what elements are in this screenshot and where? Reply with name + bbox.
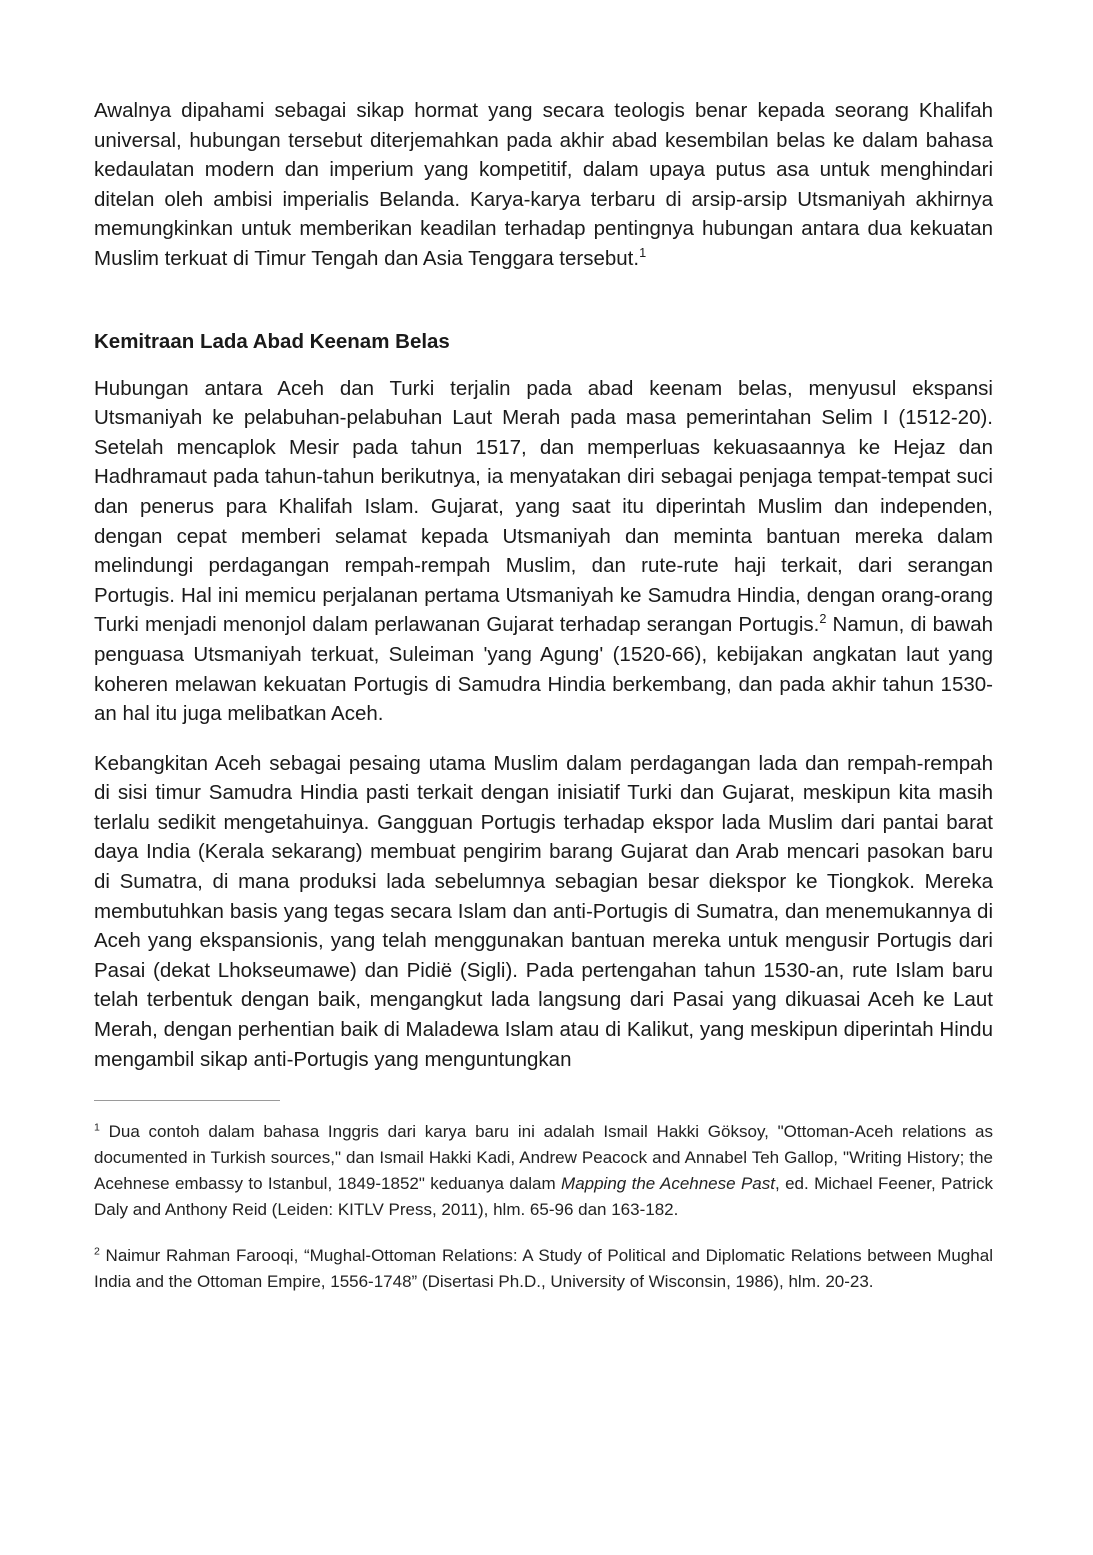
footnote-2-number: 2 bbox=[94, 1245, 100, 1258]
footnote-divider bbox=[94, 1100, 280, 1101]
body-paragraph-3 bbox=[94, 749, 993, 1075]
paragraph-2-text-before: Hubungan antara Aceh dan Turki terjalin pada abad keenam belas, menyusul ekspansi Utsmaniyah ke pelabuhan-pelabuhan Laut Merah pada masa pemerintahan Selim I (1512-20). Setelah mencaplok Mesir pada tahun 1517, dan memperluas kekuasaannya ke Hejaz dan Hadhramaut pada tahun-tahun berikutnya, ia menyatakan diri sebagai penjaga tempat-tempat suci dan penerus para Khalifah Islam. Gujarat, yang saat itu diperintah Muslim dan independen, dengan cepat memberi selamat kepada Utsmaniyah dan meminta bantuan mereka dalam melindungi perdagangan rempah-rempah Muslim, dan rute-rute haji terkait, dari serangan Portugis. Hal ini memicu perjalanan pertama Utsmaniyah ke Samudra Hindia, dengan orang-orang Turki menjadi menonjol dalam perlawanan Gujarat terhadap serangan Portugis. bbox=[94, 376, 993, 637]
body-paragraph-2 bbox=[94, 374, 993, 729]
footnote-reference-1[interactable]: 1 bbox=[639, 245, 647, 261]
paragraph-1-text: Awalnya dipahami sebagai sikap hormat yang secara teologis benar kepada seorang Khalifah universal, hubungan tersebut diterjemahkan pada akhir abad kesembilan belas ke dalam bahasa kedaulatan modern dan imperium yang kompetitif, dalam upaya putus asa untuk menghindari ditelan oleh ambisi imperialis Belanda. Karya-karya terbaru di arsip-arsip Utsmaniyah akhirnya memungkinkan untuk memberikan keadilan terhadap pentingnya hubungan antara dua kekuatan Muslim terkuat di Timur Tengah dan Asia Tenggara tersebut. bbox=[94, 99, 993, 270]
paragraph-2-text-after: Namun, di bawah penguasa Utsmaniyah terkuat, Suleiman 'yang Agung' (1520-66), kebijakan angkatan laut yang koheren melawan kekuatan Portugis di Samudra Hindia berkembang, dan pada akhir tahun 1530-an hal itu juga melibatkan Aceh. bbox=[94, 613, 993, 726]
section-heading: Kemitraan Lada Abad Keenam Belas bbox=[94, 329, 450, 353]
footnote-1-text-before: Dua contoh dalam bahasa Inggris dari karya baru ini adalah Ismail Hakki Göksoy, "Ottoman-Aceh relations as documented in Turkish sources," dan Ismail Hakki Kadi, Andrew Peacock and Annabel Teh Gallop, "Writing History; the Acehnese embassy to Istanbul, 1849-1852" keduanya dalam bbox=[94, 1122, 993, 1194]
footnote-1-text-after: , ed. Michael Feener, Patrick Daly and Anthony Reid (Leiden: KITLV Press, 2011), hlm. 65-96 dan 163-182. bbox=[94, 1174, 993, 1220]
footnote-1-book-title: Mapping the Acehnese Past bbox=[561, 1174, 775, 1194]
footnote-1 bbox=[94, 1119, 993, 1223]
footnote-1-number: 1 bbox=[94, 1121, 100, 1134]
body-paragraph-1 bbox=[94, 96, 993, 274]
paragraph-3-text: Kebangkitan Aceh sebagai pesaing utama Muslim dalam perdagangan lada dan rempah-rempah di sisi timur Samudra Hindia pasti terkait dengan inisiatif Turki dan Gujarat, meskipun kita masih terlalu sedikit mengetahuinya. Gangguan Portugis terhadap ekspor lada Muslim dari pantai barat daya India (Kerala sekarang) membuat pengirim barang Gujarat dan Arab mencari pasokan baru di Sumatra, di mana produksi lada sebelumnya sebagian besar diekspor ke Tiongkok. Mereka membutuhkan basis yang tegas secara Islam dan anti-Portugis di Sumatra, dan menemukannya di Aceh yang ekspansionis, yang telah menggunakan bantuan mereka untuk mengusir Portugis dari Pasai (dekat Lhokseumawe) dan Pidiё (Sigli). Pada pertengahan tahun 1530-an, rute Islam baru telah terbentuk dengan baik, mengangkut lada langsung dari Pasai yang dikuasai Aceh ke Laut Merah, dengan perhentian baik di Maladewa Islam atau di Kalikut, yang meskipun diperintah Hindu mengambil sikap anti-Portugis yang menguntungkan bbox=[94, 751, 993, 1071]
footnote-reference-2[interactable]: 2 bbox=[819, 611, 827, 627]
footnote-2 bbox=[94, 1243, 993, 1295]
footnote-2-text: Naimur Rahman Farooqi, “Mughal-Ottoman Relations: A Study of Political and Diplomatic Relations between Mughal India and the Ottoman Empire, 1556-1748” (Disertasi Ph.D., University of Wisconsin, 1986), hlm. 20-23. bbox=[94, 1246, 993, 1292]
document-page bbox=[94, 96, 993, 1295]
